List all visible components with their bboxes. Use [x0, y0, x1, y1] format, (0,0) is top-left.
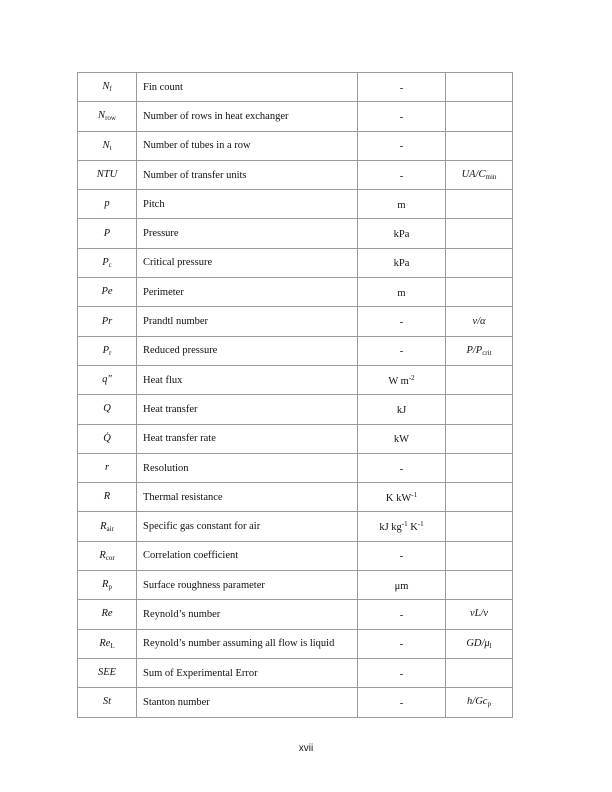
unit-cell: [358, 600, 446, 629]
unit-cell: [358, 336, 446, 365]
description-cell: Critical pressure: [137, 248, 358, 277]
unit-cell: [358, 629, 446, 658]
unit: m: [397, 287, 406, 299]
symbol-cell: [78, 278, 137, 307]
unit: kJ: [396, 404, 407, 416]
symbol-cell: [78, 160, 137, 189]
page-number: xvii: [298, 743, 314, 754]
symbol: N: [98, 110, 106, 122]
description-cell: Reduced pressure: [137, 336, 358, 365]
description-cell: Number of tubes in a row: [137, 131, 358, 160]
table-row: [78, 278, 513, 307]
definition: UA/C: [461, 169, 486, 181]
symbol-subscript: L: [110, 641, 115, 650]
unit-second-superscript: -1: [417, 520, 424, 529]
symbol: R: [103, 491, 111, 503]
symbol: r: [104, 462, 110, 473]
definition-cell: [446, 395, 513, 424]
definition-cell: [446, 600, 513, 629]
unit: -: [399, 668, 404, 680]
unit-cell: [358, 190, 446, 219]
description-cell: Heat transfer rate: [137, 424, 358, 453]
symbol-subscript: p: [108, 583, 112, 592]
definition-cell: [446, 307, 513, 336]
unit-cell: [358, 483, 446, 512]
unit-cell: [358, 73, 446, 102]
symbol-cell: [78, 424, 137, 453]
symbol: N: [102, 81, 110, 93]
symbol-cell: [78, 571, 137, 600]
definition: h/Gc: [467, 696, 488, 708]
symbol: R: [99, 549, 106, 561]
symbol: R: [102, 579, 109, 591]
unit: -: [399, 170, 404, 182]
unit-cell: [358, 541, 446, 570]
symbol-cell: [78, 336, 137, 365]
table-row: [78, 219, 513, 248]
table-row: [78, 512, 513, 541]
table-row: [78, 424, 513, 453]
unit-cell: [358, 453, 446, 482]
definition-cell: [446, 219, 513, 248]
unit: kW: [393, 434, 410, 446]
definition-cell: [446, 424, 513, 453]
symbol-cell: [78, 219, 137, 248]
table-row: [78, 307, 513, 336]
table-row: [78, 102, 513, 131]
unit-cell: [358, 658, 446, 687]
description-cell: Surface roughness parameter: [137, 571, 358, 600]
description-cell: Heat flux: [137, 365, 358, 394]
symbol-cell: [78, 365, 137, 394]
symbol: Pr: [101, 315, 113, 327]
symbol-subscript: f: [109, 85, 112, 94]
symbol: N: [102, 139, 110, 151]
unit-cell: [358, 395, 446, 424]
symbol: P: [102, 344, 110, 356]
symbol: p: [104, 198, 110, 210]
unit: -: [399, 697, 404, 709]
unit-cell: [358, 102, 446, 131]
symbol-cell: [78, 453, 137, 482]
symbol: Q: [103, 403, 111, 415]
description-cell: Stanton number: [137, 688, 358, 717]
definition-cell: [446, 453, 513, 482]
unit: kPa: [393, 258, 410, 270]
unit-cell: [358, 131, 446, 160]
unit: kPa: [393, 229, 410, 241]
definition-cell: [446, 688, 513, 717]
symbol: Pe: [101, 286, 113, 298]
definition-subscript: p: [487, 700, 491, 709]
unit: -: [399, 346, 404, 358]
description-cell: Fin count: [137, 73, 358, 102]
definition-cell: [446, 102, 513, 131]
definition: vL/ν: [469, 608, 489, 620]
definition-cell: [446, 131, 513, 160]
table-row: [78, 190, 513, 219]
table-row: [78, 483, 513, 512]
unit: -: [399, 639, 404, 651]
symbol: R: [100, 520, 107, 532]
symbol-cell: [78, 658, 137, 687]
symbol: P: [102, 256, 109, 268]
table-row: [78, 248, 513, 277]
definition-cell: [446, 73, 513, 102]
unit: -: [399, 111, 404, 123]
symbol: St: [102, 696, 112, 708]
description-cell: Resolution: [137, 453, 358, 482]
unit: -: [399, 141, 404, 153]
unit: K kW: [385, 492, 412, 504]
definition-subscript: l: [489, 641, 492, 650]
table-row: [78, 600, 513, 629]
definition-cell: [446, 483, 513, 512]
symbol-cell: [78, 73, 137, 102]
description-cell: Perimeter: [137, 278, 358, 307]
description-cell: Correlation coefficient: [137, 541, 358, 570]
unit-cell: [358, 278, 446, 307]
unit-cell: [358, 688, 446, 717]
symbol: q": [102, 374, 112, 386]
unit-superscript: -1: [411, 490, 418, 499]
unit-cell: [358, 424, 446, 453]
unit-cell: [358, 571, 446, 600]
definition-cell: [446, 248, 513, 277]
symbol-cell: [78, 307, 137, 336]
symbol-cell: [78, 102, 137, 131]
unit: -: [399, 551, 404, 563]
description-cell: Thermal resistance: [137, 483, 358, 512]
table-row: [78, 541, 513, 570]
symbol-subscript: row: [105, 114, 116, 123]
unit: -: [399, 609, 404, 621]
definition-cell: [446, 512, 513, 541]
unit-cell: [358, 365, 446, 394]
symbol-subscript: cor: [105, 553, 115, 562]
symbol-cell: [78, 629, 137, 658]
unit: m: [397, 199, 406, 211]
symbol-cell: [78, 512, 137, 541]
symbol: Q̇: [103, 432, 111, 444]
symbol: SEE: [97, 667, 117, 679]
table-row: [78, 395, 513, 424]
definition-cell: [446, 278, 513, 307]
unit-cell: [358, 160, 446, 189]
description-cell: Pitch: [137, 190, 358, 219]
symbol: NTU: [96, 169, 118, 181]
unit-cell: [358, 512, 446, 541]
symbol-cell: [78, 483, 137, 512]
table-row: [78, 336, 513, 365]
unit-superscript: -1: [401, 520, 408, 529]
symbol-subscript: t: [109, 143, 112, 152]
definition-cell: [446, 336, 513, 365]
description-cell: Sum of Experimental Error: [137, 658, 358, 687]
description-cell: Specific gas constant for air: [137, 512, 358, 541]
unit-superscript: -2: [408, 373, 415, 382]
table-row: [78, 160, 513, 189]
description-cell: Pressure: [137, 219, 358, 248]
symbol-subscript: c: [108, 260, 112, 269]
symbol-cell: [78, 395, 137, 424]
definition-cell: [446, 541, 513, 570]
table-row: [78, 688, 513, 717]
unit: kJ kg: [379, 522, 402, 534]
table-row: [78, 131, 513, 160]
description-cell: Number of transfer units: [137, 160, 358, 189]
definition-cell: [446, 365, 513, 394]
description-cell: Reynold’s number assuming all flow is liquid: [137, 629, 358, 658]
symbol-subscript: r: [109, 348, 112, 357]
symbol: Re: [101, 608, 113, 620]
definition-cell: [446, 190, 513, 219]
unit-cell: [358, 248, 446, 277]
definition-cell: [446, 571, 513, 600]
definition-cell: [446, 160, 513, 189]
unit: -: [399, 82, 404, 94]
symbol-cell: [78, 131, 137, 160]
table-row: [78, 453, 513, 482]
unit: -: [399, 317, 404, 329]
unit: μm: [394, 580, 409, 592]
symbol-subscript: air: [106, 524, 114, 533]
symbol: P: [103, 227, 111, 239]
symbol-cell: [78, 688, 137, 717]
definition: P/P: [466, 344, 483, 356]
table-row: [78, 365, 513, 394]
symbol-cell: [78, 248, 137, 277]
nomenclature-table: [77, 72, 513, 718]
description-cell: Heat transfer: [137, 395, 358, 424]
unit-second: K: [407, 522, 418, 534]
table-row: [78, 73, 513, 102]
symbol: Re: [99, 637, 111, 649]
table-row: [78, 571, 513, 600]
symbol-cell: [78, 541, 137, 570]
table-row: [78, 629, 513, 658]
definition: ν/α: [472, 315, 486, 327]
unit: -: [399, 463, 404, 475]
description-cell: Prandtl number: [137, 307, 358, 336]
definition-subscript: crit: [482, 348, 492, 357]
unit-cell: [358, 219, 446, 248]
unit-cell: [358, 307, 446, 336]
description-cell: Number of rows in heat exchanger: [137, 102, 358, 131]
nomenclature-table-body: [78, 73, 513, 718]
definition: GD/μ: [466, 637, 490, 649]
description-cell: Reynold’s number: [137, 600, 358, 629]
definition-cell: [446, 658, 513, 687]
symbol-cell: [78, 600, 137, 629]
definition-subscript: min: [485, 173, 497, 182]
table-row: [78, 658, 513, 687]
symbol-cell: [78, 190, 137, 219]
definition-cell: [446, 629, 513, 658]
unit: W m: [388, 375, 409, 387]
